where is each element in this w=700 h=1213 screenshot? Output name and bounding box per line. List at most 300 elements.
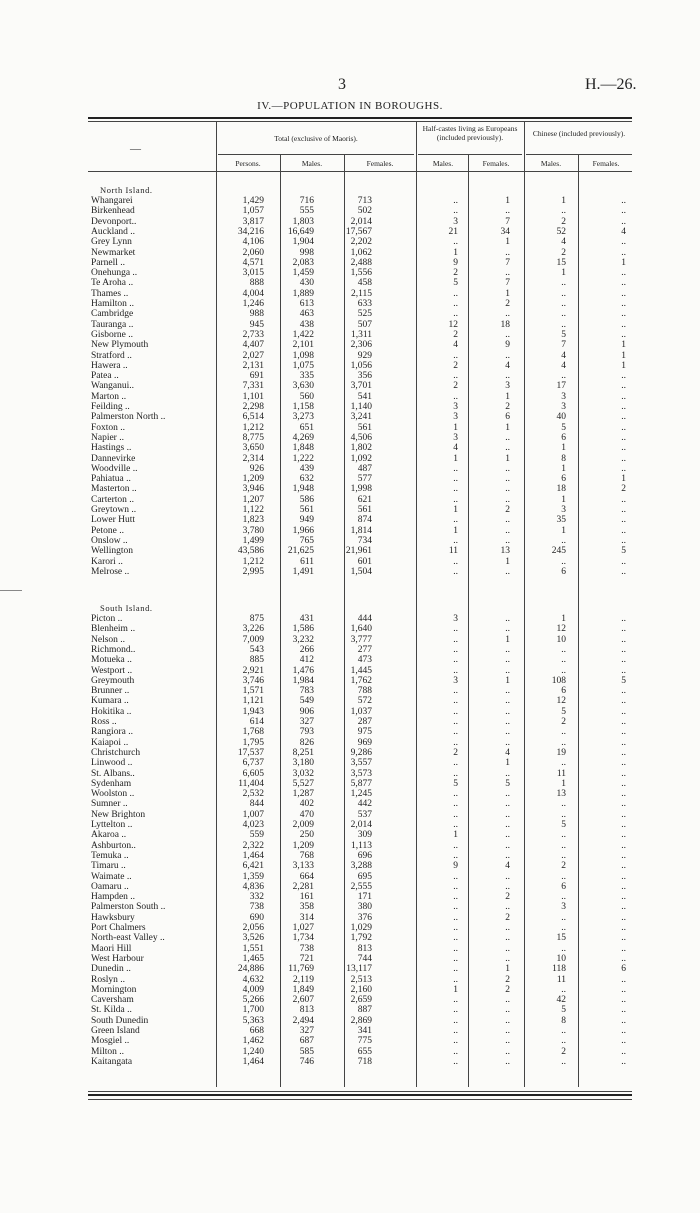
cell-half-caste-females: .. <box>505 206 510 217</box>
cell-half-caste-females: 1 <box>505 196 510 206</box>
cell-half-caste-males: .. <box>453 706 458 717</box>
cell-chinese-females: .. <box>621 717 626 727</box>
borough-name: Woodville .. <box>91 463 138 474</box>
cell-persons: 3,650 <box>242 443 264 454</box>
cell-half-caste-males: .. <box>453 644 458 655</box>
borough-name: South Dunedin <box>91 1015 149 1026</box>
cell-females: 442 <box>357 799 372 810</box>
borough-name: Linwood .. <box>91 758 133 769</box>
cell-half-caste-males: .. <box>453 995 458 1006</box>
cell-chinese-males: .. <box>561 644 566 655</box>
stub-header: — <box>130 143 141 155</box>
cell-females: 713 <box>357 196 372 206</box>
table-bottom-rule-thin <box>88 1099 632 1100</box>
cell-males: 430 <box>299 278 314 289</box>
cell-half-caste-females: .. <box>505 850 510 861</box>
borough-name: North-east Valley .. <box>91 933 165 944</box>
cell-half-caste-females: .. <box>505 830 510 841</box>
cell-chinese-females: .. <box>621 247 626 258</box>
borough-name: Parnell .. <box>91 257 126 268</box>
table-row <box>88 882 632 892</box>
cell-males: 1,848 <box>292 443 314 454</box>
borough-name: Karori .. <box>91 556 123 567</box>
cell-chinese-females: 4 <box>621 226 626 237</box>
cell-half-caste-males: .. <box>453 655 458 666</box>
cell-persons: 945 <box>249 319 264 330</box>
cell-chinese-females: .. <box>621 525 626 536</box>
borough-name: Masterton .. <box>91 484 137 495</box>
table-row <box>88 392 632 402</box>
borough-name: Hamilton .. <box>91 299 135 309</box>
cell-persons: 1,007 <box>242 809 264 820</box>
group-underline-half-castes <box>418 154 522 155</box>
cell-females: 561 <box>357 505 372 515</box>
cell-males: 651 <box>299 422 314 433</box>
cell-half-caste-females: .. <box>505 902 510 913</box>
cell-chinese-females: 1 <box>621 360 626 371</box>
borough-name: Thames .. <box>91 288 129 299</box>
borough-name: Wanganui.. <box>91 381 135 392</box>
cell-females: 3,557 <box>350 758 372 769</box>
cell-chinese-males: .. <box>561 371 566 382</box>
cell-persons: 1,462 <box>242 1036 264 1047</box>
section-label-north: North Island. <box>100 185 153 195</box>
cell-males: 5,527 <box>292 778 314 789</box>
borough-name: Marton .. <box>91 391 127 402</box>
cell-persons: 2,314 <box>242 453 264 464</box>
cell-half-caste-females: .. <box>505 309 510 320</box>
borough-name: Wellington <box>91 546 133 557</box>
cell-females: 1,113 <box>350 840 372 851</box>
cell-half-caste-males: .. <box>453 912 458 923</box>
cell-persons: 1,768 <box>242 727 264 738</box>
page-number: 3 <box>338 76 346 93</box>
table-bottom-rule <box>88 1091 632 1092</box>
cell-half-caste-females: 18 <box>500 319 510 330</box>
cell-half-caste-males: 5 <box>453 278 458 289</box>
cell-chinese-males: 2 <box>561 861 566 872</box>
cell-males: 793 <box>299 727 314 738</box>
cell-chinese-males: 6 <box>561 566 566 577</box>
table-row <box>88 769 632 779</box>
cell-chinese-females: .. <box>621 747 626 758</box>
cell-half-caste-males: .. <box>453 624 458 635</box>
col-header-ch-males: Males. <box>540 159 562 168</box>
cell-chinese-males: .. <box>561 923 566 933</box>
cell-chinese-females: .. <box>621 789 626 800</box>
cell-females: 1,802 <box>350 443 372 454</box>
cell-males: 463 <box>299 309 314 320</box>
cell-chinese-females: .. <box>621 443 626 454</box>
cell-males: 586 <box>299 494 314 505</box>
cell-males: 2,119 <box>292 974 314 985</box>
cell-half-caste-females: 34 <box>500 226 510 237</box>
table-row <box>88 402 632 412</box>
cell-females: 775 <box>357 1036 372 1047</box>
cell-persons: 1,551 <box>242 943 264 954</box>
cell-half-caste-females: .. <box>505 432 510 443</box>
borough-name: Birkenhead <box>91 206 135 217</box>
col-header-persons: Persons. <box>235 159 261 168</box>
cell-half-caste-females: 1 <box>505 288 510 299</box>
cell-persons: 2,995 <box>242 566 264 577</box>
borough-name: Roslyn .. <box>91 974 126 985</box>
table-row <box>88 484 632 494</box>
cell-half-caste-males: .. <box>453 758 458 769</box>
cell-females: 2,014 <box>350 216 372 227</box>
borough-name: Caversham <box>91 995 134 1006</box>
borough-name: Hokitika .. <box>91 706 132 717</box>
cell-chinese-females: .. <box>621 840 626 851</box>
cell-persons: 1,207 <box>242 494 264 505</box>
cell-persons: 2,322 <box>242 840 264 851</box>
cell-chinese-males: 1 <box>561 463 566 474</box>
table-row <box>88 567 632 577</box>
cell-chinese-males: 3 <box>561 391 566 402</box>
cell-chinese-females: .. <box>621 196 626 206</box>
cell-females: 444 <box>357 614 372 624</box>
cell-half-caste-males: .. <box>453 463 458 474</box>
cell-males: 1,984 <box>292 675 314 686</box>
cell-chinese-females: .. <box>621 556 626 567</box>
cell-females: 2,202 <box>350 237 372 248</box>
cell-chinese-males: 17 <box>556 381 566 392</box>
cell-chinese-females: .. <box>621 809 626 820</box>
cell-chinese-females: .. <box>621 984 626 995</box>
cell-half-caste-females: 1 <box>505 453 510 464</box>
cell-persons: 3,780 <box>242 525 264 536</box>
cell-chinese-males: 7 <box>561 340 566 351</box>
cell-half-caste-females: .. <box>505 768 510 779</box>
cell-chinese-males: 2 <box>561 216 566 227</box>
cell-persons: 17,537 <box>237 747 264 758</box>
cell-chinese-males: 2 <box>561 717 566 727</box>
cell-chinese-males: 6 <box>561 474 566 485</box>
cell-males: 470 <box>299 809 314 820</box>
cell-males: 3,630 <box>292 381 314 392</box>
cell-females: 633 <box>357 299 372 309</box>
cell-males: 632 <box>299 474 314 485</box>
cell-chinese-males: 42 <box>556 995 566 1006</box>
cell-chinese-males: 1 <box>561 614 566 624</box>
table-top-rule-thin <box>88 121 632 122</box>
cell-chinese-females: .. <box>621 309 626 320</box>
borough-name: Foxton .. <box>91 422 126 433</box>
table-bottom-rule-thick <box>88 1094 632 1096</box>
cell-chinese-males: 5 <box>561 1005 566 1016</box>
cell-chinese-males: 2 <box>561 1046 566 1057</box>
borough-name: Kaitangata <box>91 1056 133 1067</box>
cell-persons: 1,121 <box>242 696 264 707</box>
cell-half-caste-females: 1 <box>505 758 510 769</box>
table-row <box>88 758 632 768</box>
cell-females: 975 <box>357 727 372 738</box>
cell-half-caste-females: 13 <box>500 546 510 557</box>
cell-half-caste-females: .. <box>505 655 510 666</box>
cell-half-caste-males: .. <box>453 1046 458 1057</box>
cell-chinese-females: 2 <box>621 484 626 495</box>
cell-half-caste-females: 1 <box>505 964 510 975</box>
cell-half-caste-females: .. <box>505 789 510 800</box>
cell-chinese-males: 4 <box>561 237 566 248</box>
cell-half-caste-females: 4 <box>505 360 510 371</box>
table-row <box>88 351 632 361</box>
cell-females: 1,245 <box>350 789 372 800</box>
table-row <box>88 1047 632 1057</box>
cell-chinese-males: .. <box>561 737 566 748</box>
cell-half-caste-females: .. <box>505 494 510 505</box>
cell-chinese-females: .. <box>621 329 626 340</box>
cell-half-caste-males: .. <box>453 840 458 851</box>
cell-chinese-males: 5 <box>561 422 566 433</box>
cell-females: 2,869 <box>350 1015 372 1026</box>
cell-half-caste-females: .. <box>505 350 510 361</box>
cell-chinese-males: 52 <box>556 226 566 237</box>
cell-half-caste-females: 5 <box>505 778 510 789</box>
cell-half-caste-males: .. <box>453 799 458 810</box>
borough-name: St. Kilda .. <box>91 1005 132 1016</box>
cell-half-caste-males: .. <box>453 943 458 954</box>
cell-males: 560 <box>299 391 314 402</box>
borough-name: Whangarei <box>91 196 133 206</box>
cell-half-caste-males: 3 <box>453 614 458 624</box>
cell-chinese-females: .. <box>621 634 626 645</box>
table-row <box>88 645 632 655</box>
cell-half-caste-males: 2 <box>453 360 458 371</box>
cell-chinese-females: .. <box>621 1036 626 1047</box>
cell-half-caste-females: .. <box>505 737 510 748</box>
cell-half-caste-females: 3 <box>505 381 510 392</box>
cell-chinese-females: .. <box>621 686 626 697</box>
cell-males: 716 <box>299 196 314 206</box>
cell-half-caste-males: .. <box>453 206 458 217</box>
cell-half-caste-females: 7 <box>505 216 510 227</box>
cell-persons: 3,015 <box>242 268 264 279</box>
cell-females: 2,513 <box>350 974 372 985</box>
cell-chinese-males: 1 <box>561 443 566 454</box>
cell-half-caste-males: .. <box>453 515 458 526</box>
cell-persons: 4,106 <box>242 237 264 248</box>
cell-chinese-males: 18 <box>556 484 566 495</box>
cell-half-caste-males: 1 <box>453 984 458 995</box>
borough-name: Port Chalmers <box>91 923 146 933</box>
cell-persons: 11,404 <box>238 778 264 789</box>
cell-half-caste-males: .. <box>453 474 458 485</box>
table-row <box>88 495 632 505</box>
cell-males: 949 <box>299 515 314 526</box>
cell-chinese-males: .. <box>561 799 566 810</box>
borough-name: Picton .. <box>91 614 123 624</box>
cell-females: 1,504 <box>350 566 372 577</box>
cell-half-caste-males: .. <box>453 196 458 206</box>
cell-females: 1,029 <box>350 923 372 933</box>
cell-chinese-females: .. <box>621 614 626 624</box>
cell-females: 601 <box>357 556 372 567</box>
cell-chinese-females: 5 <box>621 675 626 686</box>
cell-persons: 6,421 <box>242 861 264 872</box>
cell-half-caste-females: .. <box>505 923 510 933</box>
cell-females: 3,573 <box>350 768 372 779</box>
cell-persons: 2,060 <box>242 247 264 258</box>
table-row <box>88 464 632 474</box>
table-row <box>88 433 632 443</box>
group-header-half-castes: Half-castes living as Europeans (included previously). <box>422 124 518 142</box>
cell-persons: 1,571 <box>242 686 264 697</box>
cell-chinese-females: .. <box>621 1056 626 1067</box>
cell-females: 2,659 <box>350 995 372 1006</box>
borough-name: St. Albans.. <box>91 768 135 779</box>
cell-chinese-males: 15 <box>556 257 566 268</box>
cell-chinese-males: .. <box>561 299 566 309</box>
cell-half-caste-males: .. <box>453 556 458 567</box>
scan-mark <box>0 590 22 591</box>
cell-females: 458 <box>357 278 372 289</box>
cell-females: 718 <box>357 1056 372 1067</box>
cell-chinese-females: .. <box>621 412 626 423</box>
cell-females: 1,556 <box>350 268 372 279</box>
cell-chinese-males: 11 <box>556 768 566 779</box>
cell-half-caste-males: .. <box>453 566 458 577</box>
cell-half-caste-males: 12 <box>448 319 458 330</box>
cell-persons: 559 <box>249 830 264 841</box>
cell-males: 998 <box>299 247 314 258</box>
cell-males: 431 <box>299 614 314 624</box>
cell-males: 335 <box>299 371 314 382</box>
cell-chinese-males: .. <box>561 758 566 769</box>
cell-chinese-males: .. <box>561 871 566 882</box>
cell-females: 1,445 <box>350 665 372 676</box>
borough-name: Onslow .. <box>91 535 128 546</box>
borough-name: Stratford .. <box>91 350 132 361</box>
cell-half-caste-females: .. <box>505 943 510 954</box>
cell-females: 1,062 <box>350 247 372 258</box>
cell-half-caste-females: .. <box>505 484 510 495</box>
borough-name: Richmond.. <box>91 644 136 655</box>
cell-chinese-males: .. <box>561 850 566 861</box>
cell-half-caste-males: 3 <box>453 432 458 443</box>
cell-chinese-males: 1 <box>561 268 566 279</box>
cell-half-caste-males: .. <box>453 717 458 727</box>
cell-chinese-females: .. <box>621 1026 626 1036</box>
cell-persons: 691 <box>249 371 264 382</box>
cell-half-caste-females: .. <box>505 799 510 810</box>
cell-persons: 2,921 <box>242 665 264 676</box>
cell-males: 549 <box>299 696 314 707</box>
borough-name: Temuka .. <box>91 850 129 861</box>
cell-persons: 885 <box>249 655 264 666</box>
cell-males: 687 <box>299 1036 314 1047</box>
cell-chinese-females: .. <box>621 432 626 443</box>
table-row <box>88 738 632 748</box>
cell-half-caste-females: 4 <box>505 861 510 872</box>
cell-males: 3,032 <box>292 768 314 779</box>
cell-males: 2,607 <box>292 995 314 1006</box>
cell-chinese-females: .. <box>621 696 626 707</box>
cell-males: 412 <box>299 655 314 666</box>
cell-females: 561 <box>357 422 372 433</box>
table-row <box>88 635 632 645</box>
cell-females: 695 <box>357 871 372 882</box>
cell-half-caste-females: 7 <box>505 257 510 268</box>
cell-persons: 3,526 <box>242 933 264 944</box>
table-row <box>88 371 632 381</box>
cell-chinese-males: 4 <box>561 360 566 371</box>
table-row <box>88 258 632 268</box>
cell-half-caste-females: 7 <box>505 278 510 289</box>
cell-females: 621 <box>357 494 372 505</box>
cell-chinese-males: 19 <box>556 747 566 758</box>
cell-persons: 6,605 <box>242 768 264 779</box>
borough-name: Ashburton.. <box>91 840 136 851</box>
cell-females: 2,160 <box>350 984 372 995</box>
cell-chinese-females: .. <box>621 995 626 1006</box>
cell-females: 744 <box>357 953 372 964</box>
cell-females: 1,311 <box>350 329 372 340</box>
cell-half-caste-males: .. <box>453 737 458 748</box>
cell-females: 887 <box>357 1005 372 1016</box>
borough-name: Melrose .. <box>91 566 130 577</box>
table-row <box>88 206 632 216</box>
borough-name: Nelson .. <box>91 634 126 645</box>
cell-chinese-males: 13 <box>556 789 566 800</box>
cell-males: 327 <box>299 1026 314 1036</box>
cell-chinese-females: .. <box>621 237 626 248</box>
cell-persons: 614 <box>249 717 264 727</box>
cell-females: 2,014 <box>350 820 372 830</box>
table-row <box>88 727 632 737</box>
cell-chinese-females: .. <box>621 778 626 789</box>
table-row <box>88 412 632 422</box>
borough-name: Palmerston North .. <box>91 412 166 423</box>
cell-half-caste-females: .. <box>505 525 510 536</box>
cell-half-caste-males: .. <box>453 665 458 676</box>
table-row <box>88 830 632 840</box>
cell-half-caste-males: 3 <box>453 216 458 227</box>
cell-males: 611 <box>300 556 314 567</box>
cell-persons: 1,823 <box>242 515 264 526</box>
cell-females: 788 <box>357 686 372 697</box>
cell-chinese-females: .. <box>621 912 626 923</box>
cell-chinese-males: 5 <box>561 820 566 830</box>
cell-half-caste-females: 1 <box>505 422 510 433</box>
cell-females: 356 <box>357 371 372 382</box>
cell-half-caste-females: .. <box>505 1015 510 1026</box>
cell-persons: 4,407 <box>242 340 264 351</box>
cell-males: 314 <box>299 912 314 923</box>
cell-persons: 2,131 <box>242 360 264 371</box>
cell-half-caste-males: .. <box>453 1005 458 1016</box>
cell-half-caste-females: .. <box>505 717 510 727</box>
cell-males: 765 <box>299 535 314 546</box>
cell-persons: 2,056 <box>242 923 264 933</box>
borough-name: Timaru .. <box>91 861 126 872</box>
borough-name: Sydenham <box>91 778 132 789</box>
table-row <box>88 944 632 954</box>
borough-name: Feilding .. <box>91 402 130 412</box>
cell-half-caste-females: .. <box>505 624 510 635</box>
cell-chinese-males: 40 <box>556 412 566 423</box>
borough-name: Blenheim .. <box>91 624 136 635</box>
cell-half-caste-females: 1 <box>505 556 510 567</box>
cell-females: 277 <box>357 644 372 655</box>
cell-males: 3,273 <box>292 412 314 423</box>
cell-persons: 3,817 <box>242 216 264 227</box>
cell-half-caste-females: .. <box>505 727 510 738</box>
cell-half-caste-males: .. <box>453 809 458 820</box>
cell-half-caste-males: .. <box>453 686 458 697</box>
cell-half-caste-females: 2 <box>505 974 510 985</box>
cell-persons: 1,209 <box>242 474 264 485</box>
